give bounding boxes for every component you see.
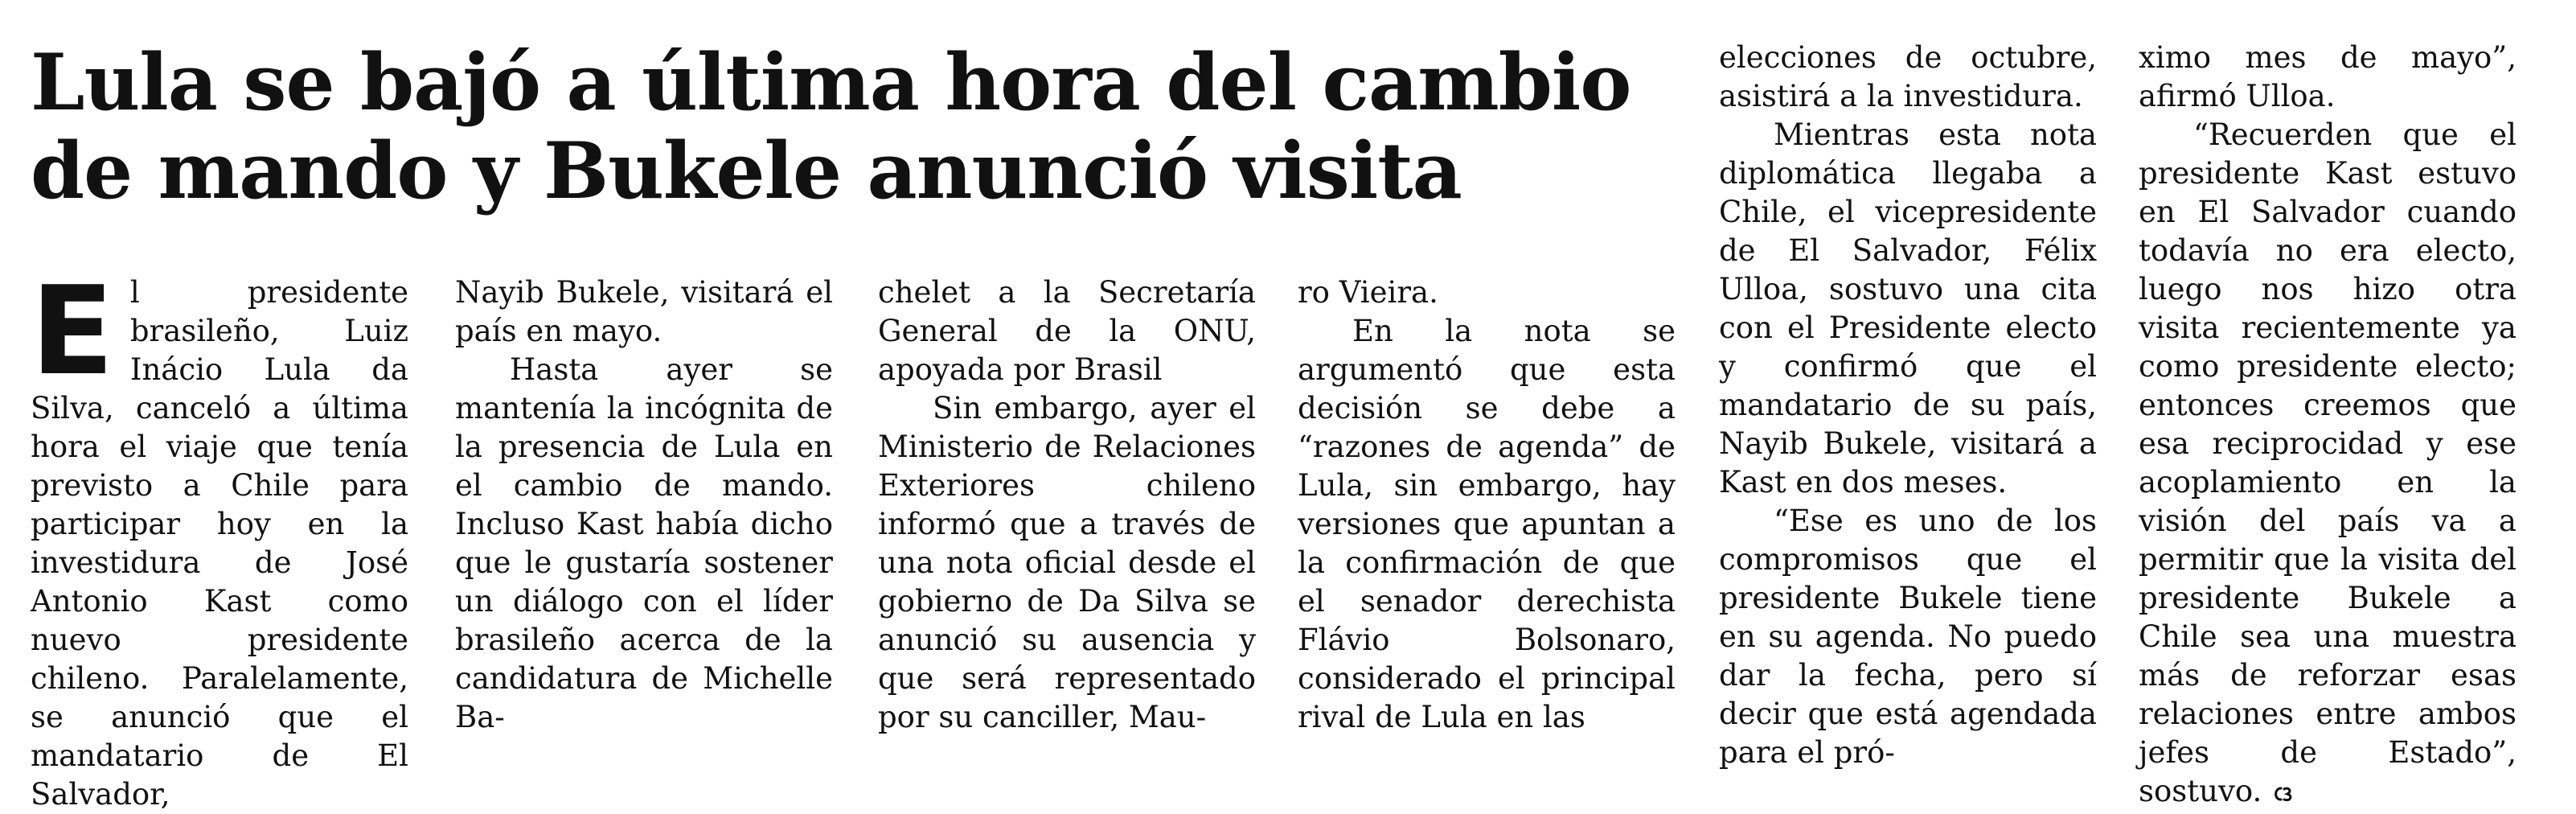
drop-cap: E [31, 260, 114, 402]
column-6-paragraph-1: ximo mes de mayo”, afirmó Ulloa. [2139, 40, 2517, 113]
article-headline [31, 39, 1655, 216]
column-5-paragraph-1: elecciones de octubre, asistirá a la investidura. [1719, 40, 2097, 113]
column-3-paragraph-1: chelet a la Secretaría General de la ONU, apoyada por Brasil [878, 275, 1256, 387]
column-4-paragraph-1: ro Vieira. [1298, 275, 1438, 310]
end-of-article-mark-icon [2271, 785, 2294, 803]
article-column-1 [31, 260, 408, 814]
headline-line-1: Lula se bajó a última hora del cambio [31, 37, 1631, 128]
article-column-4 [1298, 273, 1676, 737]
column-5-paragraph-2: Mientras esta nota diplomática llegaba a Chile, el vicepresidente de El Salvador, Félix Ulloa, sostuvo una cita con el Presidente electo y confirmó que el mandatario de su país, Nayib Bukele, visitará a Kast en dos meses. [1719, 117, 2097, 500]
article-column-3 [878, 273, 1256, 737]
column-1-text: l presidente brasileño, Luiz Inácio Lula da Silva, canceló a última hora el viaje que tenía previsto a Chile para participar hoy en la investidura de José Antonio Kast como nuevo presidente chileno. Paralelamente, se anunció que el mandatario de El Salvador, [31, 275, 408, 812]
column-3-paragraph-2: Sin embargo, ayer el Ministerio de Relaciones Exteriores chileno informó que a través de una nota oficial desde el gobierno de Da Silva se anunció su ausencia y que será representado por su canciller, Mau- [878, 391, 1256, 734]
column-2-paragraph-2: Hasta ayer se mantenía la incógnita de la presencia de Lula en el cambio de mando. Incluso Kast había dicho que le gustaría sostener un diálogo con el líder brasileño acerca de la candidatura de Michelle Ba- [455, 352, 833, 734]
column-4-paragraph-2: En la nota se argumentó que esta decisión se debe a “razones de agenda” de Lula, sin embargo, hay versiones que apuntan a la confirmación de que el senador derechista Flávio Bolsonaro, considerado el principal rival de Lula en las [1298, 314, 1676, 734]
article-column-6 [2139, 39, 2517, 808]
headline-line-2: de mando y Bukele anunció visita [31, 125, 1462, 216]
column-6-paragraph-2: “Recuerden que el presidente Kast estuvo en El Salvador cuando todavía no era electo, luego nos hizo otra visita recientemente ya como presidente electo; entonces creemos que esa reciprocidad y ese acoplamiento en la visión del país va a permitir que la visita del presidente Bukele a Chile sea una muestra más de reforzar esas relaciones entre ambos jefes de Estado”, sostuvo. [2139, 117, 2517, 808]
article-column-2 [455, 273, 833, 737]
column-5-paragraph-3: “Ese es uno de los compromisos que el presidente Bukele tiene en su agenda. No puedo dar la fecha, pero sí decir que está agendada para el pró- [1719, 504, 2097, 770]
article-column-5 [1719, 39, 2097, 770]
column-2-paragraph-1: Nayib Bukele, visitará el país en mayo. [455, 275, 833, 348]
